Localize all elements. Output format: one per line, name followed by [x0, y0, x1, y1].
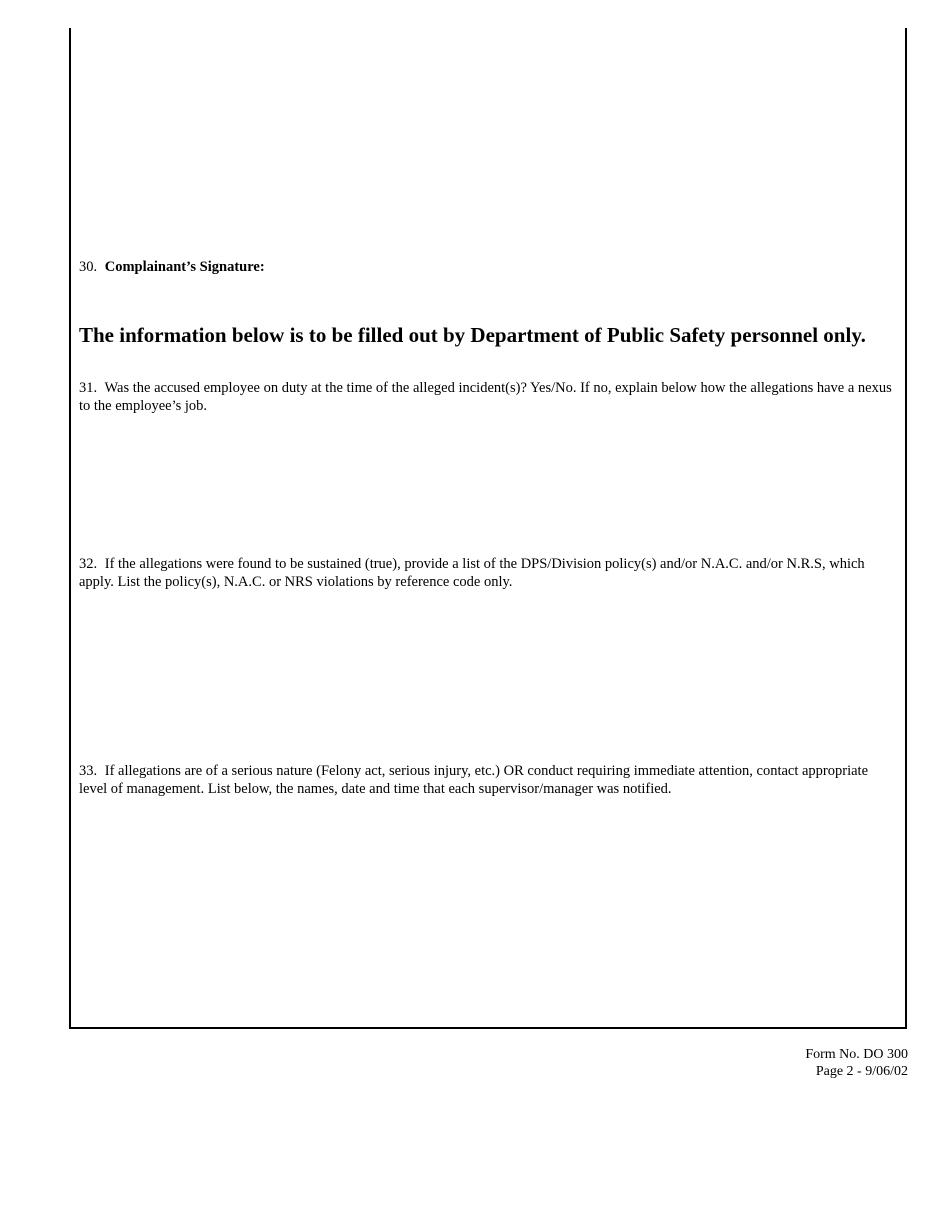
form-number: Form No. DO 300 — [805, 1047, 908, 1062]
item-30-number: 30. — [79, 259, 98, 275]
item-31-text: Was the accused employee on duty at the time of the alleged incident(s)? Yes/No. If no, explain below how the allegations have a nexus to the employee’s job. — [79, 380, 892, 414]
item-32-text: If the allegations were found to be sustained (true), provide a list of the DPS/Division policy(s) and/or N.A.C. and/or N.R.S, which apply. List the policy(s), N.A.C. or NRS violations by reference code only. — [79, 556, 865, 590]
item-33-number: 33. — [79, 763, 98, 779]
item-33-management-notification — [79, 762, 899, 798]
form-footer — [805, 1046, 908, 1080]
item-31-on-duty-question — [79, 379, 899, 415]
complainant-signature-label: Complainant’s Signature: — [104, 259, 265, 275]
item-30-signature — [79, 258, 899, 276]
form-border-frame — [69, 28, 907, 1029]
dps-personnel-notice: The information below is to be filled out by Department of Public Safety personnel only. — [79, 323, 866, 347]
item-33-text: If allegations are of a serious nature (Felony act, serious injury, etc.) OR conduct requiring immediate attention, contact appropriate level of management. List below, the names, date and time that each supervisor/manager was notified. — [79, 763, 869, 797]
item-32-policy-violations — [79, 555, 899, 591]
item-32-number: 32. — [79, 556, 98, 572]
item-31-number: 31. — [79, 380, 98, 396]
page-number-date: Page 2 - 9/06/02 — [815, 1064, 908, 1079]
